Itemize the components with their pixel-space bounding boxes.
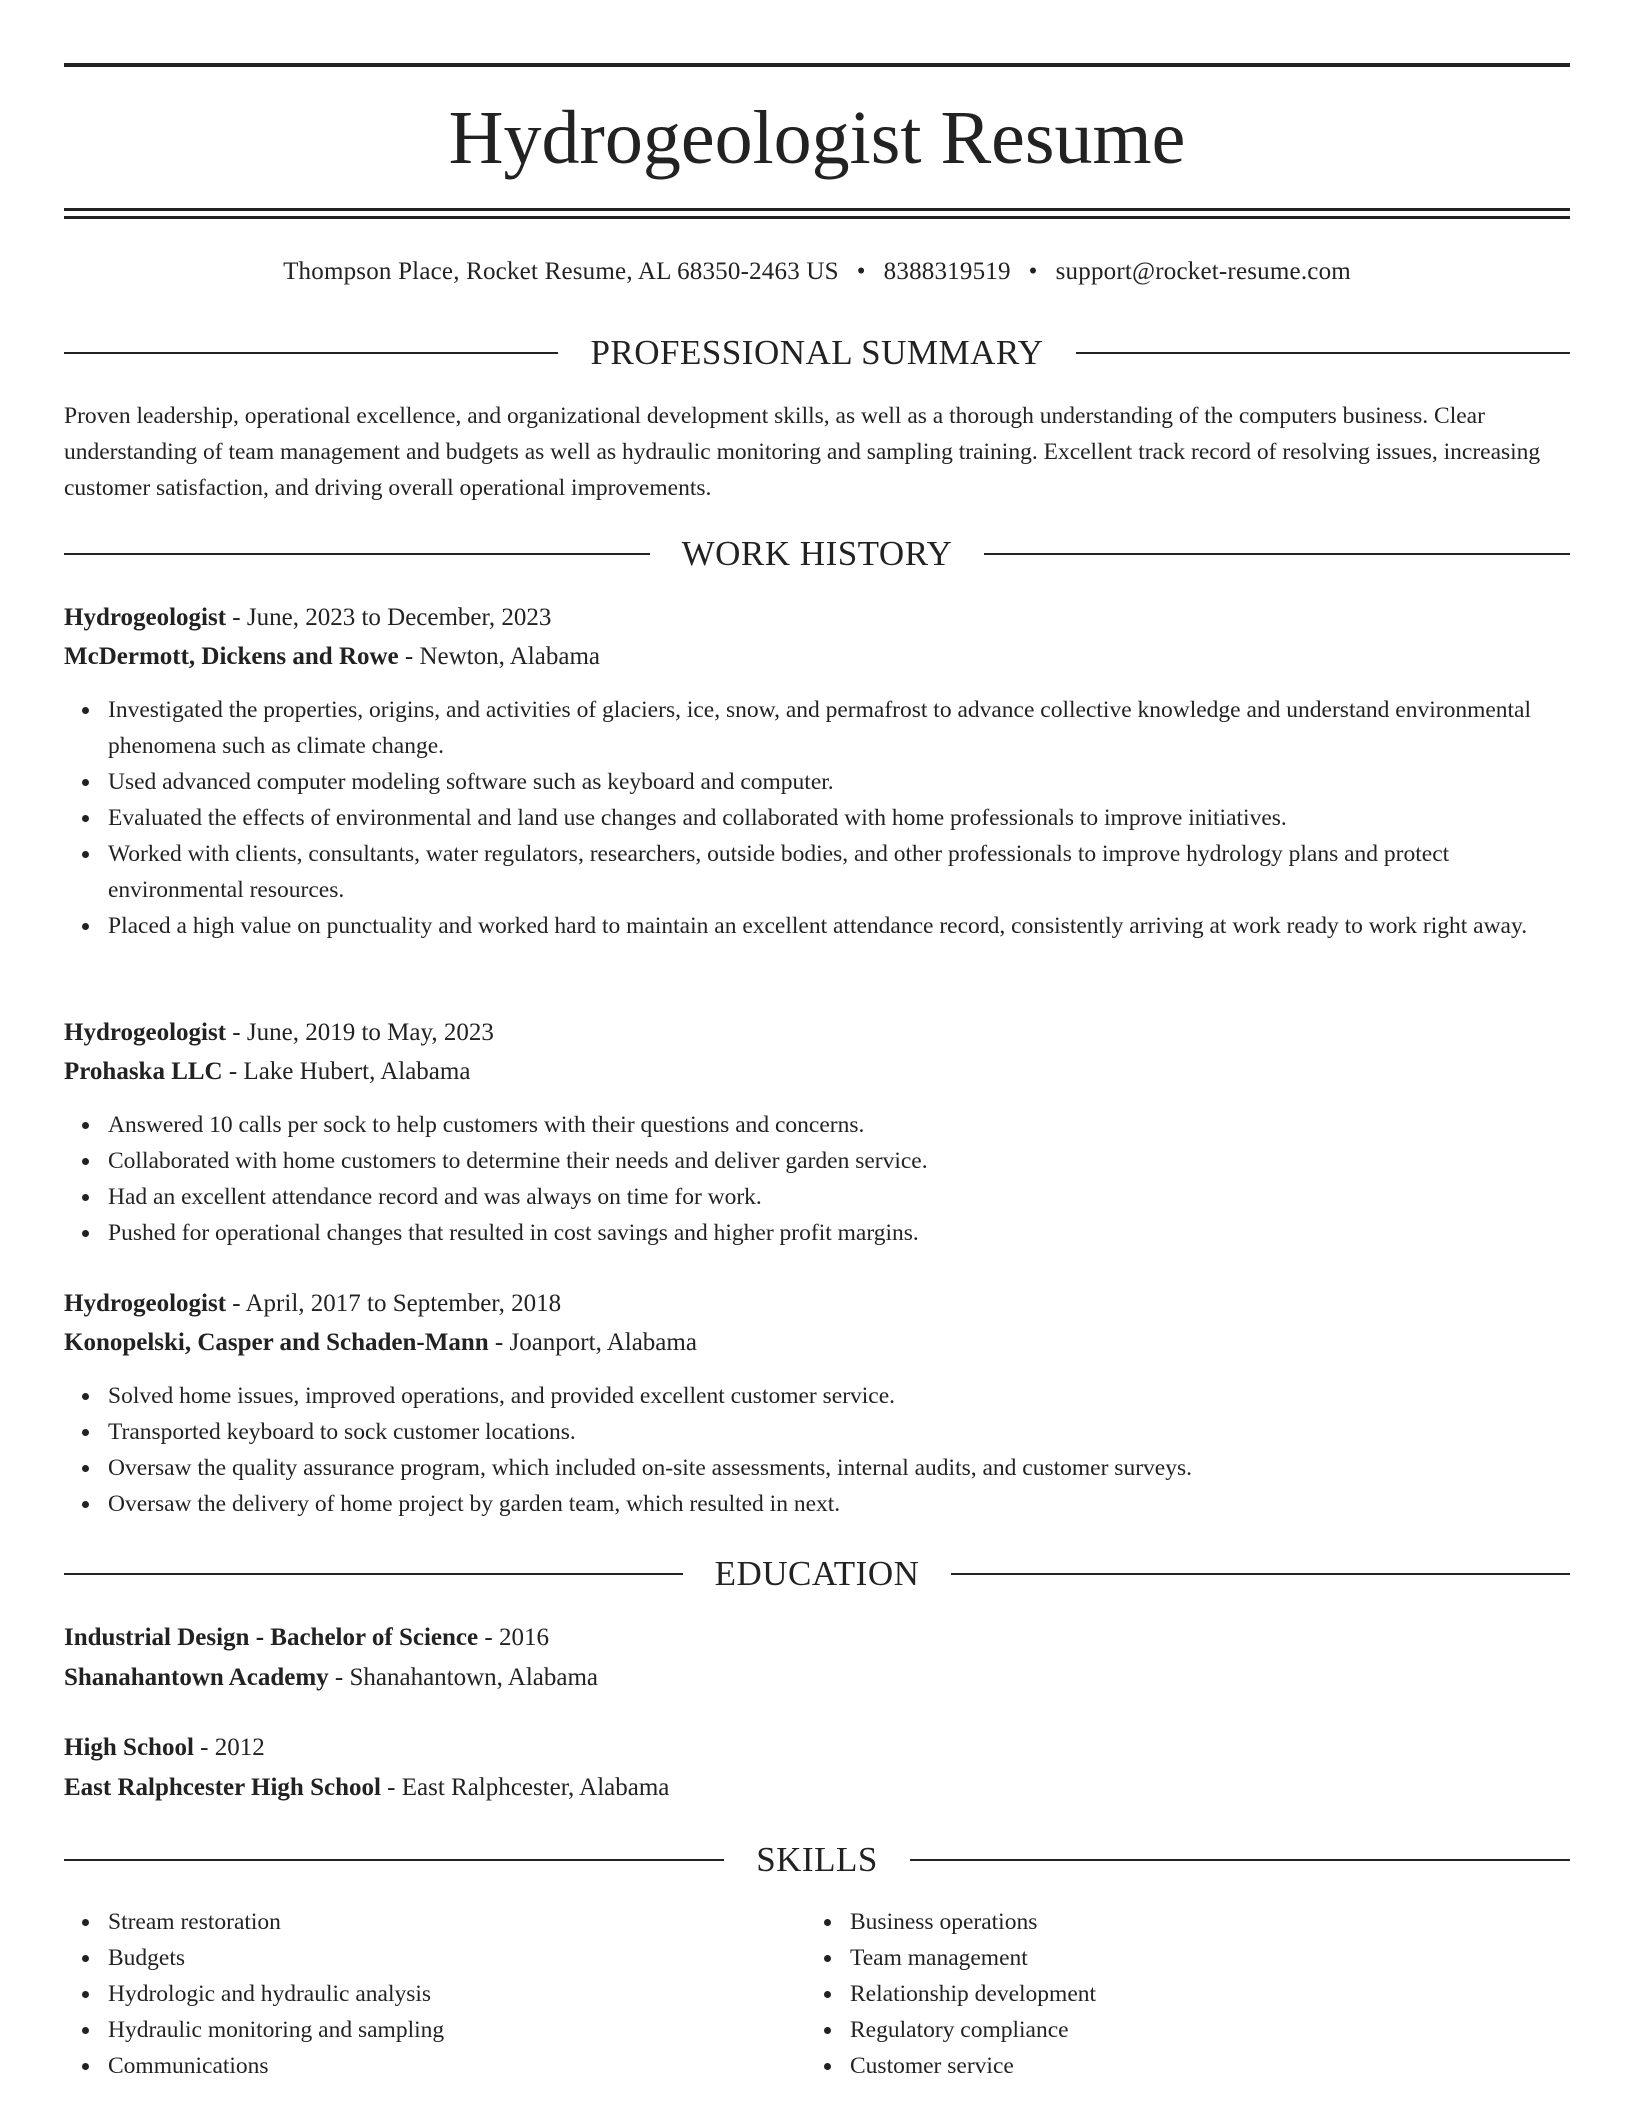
job-title-line xyxy=(64,1284,1570,1324)
education-school-line xyxy=(64,1658,1570,1698)
skill-item: Relationship development xyxy=(850,1976,1570,2012)
education-location: - Shanahantown, Alabama xyxy=(328,1664,599,1691)
job-title-line xyxy=(64,598,1570,638)
job-location: - Joanport, Alabama xyxy=(488,1329,697,1356)
education-year: - 2012 xyxy=(193,1734,265,1761)
list-item: Investigated the properties, origins, and activities of glaciers, ice, snow, and permafrost to advance collective knowledge and understand environmental phenomena such as climate change. xyxy=(108,692,1570,764)
job-company: McDermott, Dickens and Rowe xyxy=(64,643,399,670)
education-degree-line xyxy=(64,1618,1570,1658)
education-location: - East Ralphcester, Alabama xyxy=(380,1774,670,1801)
heading-rule xyxy=(64,553,650,555)
heading-rule xyxy=(984,553,1570,555)
heading-rule xyxy=(64,1859,724,1861)
heading-rule xyxy=(951,1573,1570,1575)
contact-email[interactable]: support@rocket-resume.com xyxy=(1055,258,1351,285)
summary-text: Proven leadership, operational excellence, and organizational development skills, as well as a thorough understanding of the computers business. Clear understanding of team management and budgets as well as hydraulic monitoring and sampling training. Excellent track record of resolving issues, increasing customer satisfaction, and driving overall operational improvements. xyxy=(64,403,1541,501)
skill-item: Hydraulic monitoring and sampling xyxy=(108,2012,806,2048)
job-dates: - April, 2017 to September, 2018 xyxy=(226,1290,562,1317)
skill-item: Communications xyxy=(108,2048,806,2084)
job-location: - Newton, Alabama xyxy=(398,643,600,670)
job-title-line xyxy=(64,1013,1570,1053)
resume-title: Hydrogeologist Resume xyxy=(448,96,1186,180)
skill-item: Team management xyxy=(850,1940,1570,1976)
top-rule xyxy=(64,63,1570,67)
job-company-line xyxy=(64,637,1570,677)
contact-address: Thompson Place, Rocket Resume, AL 68350-2463 US xyxy=(283,258,839,285)
section-heading-skills xyxy=(64,1838,1570,1882)
job-company: Konopelski, Casper and Schaden-Mann xyxy=(64,1329,489,1356)
education-school: East Ralphcester High School xyxy=(64,1774,381,1801)
section-heading-work-history xyxy=(64,532,1570,576)
education-school-line xyxy=(64,1768,1570,1808)
skills-list-right xyxy=(806,1904,1570,2084)
job-dates: - June, 2019 to May, 2023 xyxy=(226,1019,494,1046)
section-heading-label: WORK HISTORY xyxy=(681,534,953,573)
job-company-line xyxy=(64,1052,1570,1092)
job-bullets xyxy=(64,1378,1570,1522)
skill-item: Business operations xyxy=(850,1904,1570,1940)
list-item: Oversaw the delivery of home project by garden team, which resulted in next. xyxy=(108,1486,1570,1522)
list-item: Oversaw the quality assurance program, which included on-site assessments, internal audits, and customer surveys. xyxy=(108,1450,1570,1486)
section-heading-education xyxy=(64,1552,1570,1596)
list-item: Worked with clients, consultants, water regulators, researchers, outside bodies, and other professionals to improve hydrology plans and protect environmental resources. xyxy=(108,836,1570,908)
job-company: Prohaska LLC xyxy=(64,1058,223,1085)
job-title: Hydrogeologist xyxy=(64,604,227,631)
job-location: - Lake Hubert, Alabama xyxy=(222,1058,471,1085)
skill-item: Regulatory compliance xyxy=(850,2012,1570,2048)
education-degree-line xyxy=(64,1728,1570,1768)
section-heading-label: SKILLS xyxy=(756,1840,878,1879)
contact-separator: • xyxy=(856,258,866,285)
skill-item: Customer service xyxy=(850,2048,1570,2084)
contact-separator: • xyxy=(1028,258,1038,285)
skills-list-left xyxy=(64,1904,806,2084)
list-item: Placed a high value on punctuality and worked hard to maintain an excellent attendance record, consistently arriving at work ready to work right away. xyxy=(108,908,1570,944)
education-degree: Industrial Design - Bachelor of Science xyxy=(64,1624,479,1651)
education-year: - 2016 xyxy=(478,1624,549,1651)
heading-rule xyxy=(64,1573,683,1575)
contact-line xyxy=(64,254,1570,290)
list-item: Transported keyboard to sock customer locations. xyxy=(108,1414,1570,1450)
job-bullets xyxy=(64,1107,1570,1251)
section-heading-summary xyxy=(64,331,1570,375)
list-item: Had an excellent attendance record and was always on time for work. xyxy=(108,1179,1570,1215)
education-degree: High School xyxy=(64,1734,194,1761)
job-title: Hydrogeologist xyxy=(64,1019,227,1046)
list-item: Solved home issues, improved operations, and provided excellent customer service. xyxy=(108,1378,1570,1414)
job-company-line xyxy=(64,1323,1570,1363)
skill-item: Budgets xyxy=(108,1940,806,1976)
heading-rule xyxy=(910,1859,1570,1861)
list-item: Used advanced computer modeling software such as keyboard and computer. xyxy=(108,764,1570,800)
job-title: Hydrogeologist xyxy=(64,1290,227,1317)
heading-rule xyxy=(1076,352,1570,354)
section-heading-label: EDUCATION xyxy=(714,1554,920,1593)
skill-item: Hydrologic and hydraulic analysis xyxy=(108,1976,806,2012)
contact-phone: 8388319519 xyxy=(883,258,1011,285)
heading-rule xyxy=(64,352,558,354)
list-item: Answered 10 calls per sock to help customers with their questions and concerns. xyxy=(108,1107,1570,1143)
education-school: Shanahantown Academy xyxy=(64,1664,329,1691)
job-bullets xyxy=(64,692,1570,944)
list-item: Collaborated with home customers to determine their needs and deliver garden service. xyxy=(108,1143,1570,1179)
title-double-rule xyxy=(64,208,1570,219)
skill-item: Stream restoration xyxy=(108,1904,806,1940)
list-item: Pushed for operational changes that resulted in cost savings and higher profit margins. xyxy=(108,1215,1570,1251)
job-dates: - June, 2023 to December, 2023 xyxy=(226,604,552,631)
list-item: Evaluated the effects of environmental and land use changes and collaborated with home professionals to improve initiatives. xyxy=(108,800,1570,836)
section-heading-label: PROFESSIONAL SUMMARY xyxy=(590,333,1044,372)
